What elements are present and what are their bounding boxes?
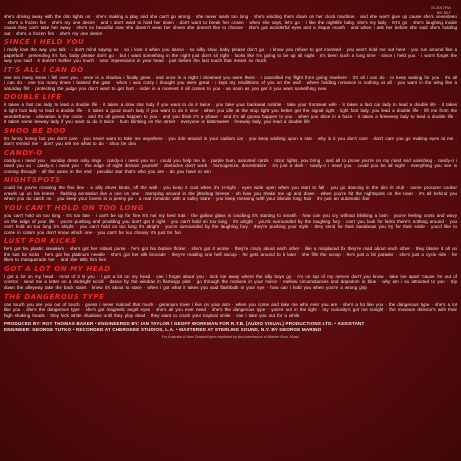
song-lyrics: one too many times i fell over you · once in a shadow i finally grew · and once in a night i dreamed you were there · i cancelled my flight from going nowhere · it's all i can do · to keep waiting for you · it's all i can do · one too many times i twisted the gate · when i was crazy i thought you were great · i kept my rendittions of you on the wall · where holding romance is nothing at all · you want in the wing like a saturday flirt · protecting the judge you don't want to get hurt · order in a moment it all comes to you · as soon as you get it you want something new [4, 74, 457, 91]
song-block-its-all-i-can-do [4, 66, 457, 92]
production-credits [4, 321, 457, 339]
song-title: CANDY-O [4, 148, 43, 157]
song-block-got-a-lot-on-my-head [4, 265, 457, 291]
credits-line-1: PRODUCED BY: ROY THOMAS BAKER • ENGINEERED BY: IAN TAYLOR / GEOFF WORKMAN FOR R.T.B. (AUDIO VISUAL) PRODUCTIONS LTD. • ASSISTANT [4, 321, 365, 327]
song-block-since-i-held-you [4, 38, 457, 64]
song-title: YOU CAN'T HOLD ON TOO LONG [4, 204, 144, 213]
song-title: GOT A LOT ON MY HEAD [4, 264, 111, 273]
song-block-you-cant-hold-on [4, 204, 457, 235]
song-lyrics: i really love the way you talk · i don't mind saying so · so i love it when you dance · so silky slow, baby please don't go · i know you refuse to get involved · you won't hold me out here · you run around like a paperboll · pretending it's fun, baby please don't go · but i want something in the night just don't sit right · looks like i'm going to be up all night · it's been such a long time · since i held you · i won't forget the way you said · it doesn't bother you much · tutor impressions in your head · just before the last touch that meant so much [4, 47, 457, 64]
credits-line-2: ENGINEER: GEORGE TUTKO • RECORDED AT CHEROKEE STUDIOS, L.A. • MASTERED AT STERLING SOUND, N.Y. BY GEORGE MARINO [4, 326, 322, 332]
song-title: IT'S ALL I CAN DO [4, 65, 84, 74]
song-block-nightspots [4, 176, 457, 202]
song-title: DOUBLE LIFE [4, 93, 62, 102]
song-lyrics: you can't hold on too long · it's too late · i can't be up for hire it's not my best trait · the gallow glass is cracking it's starting to smash · how can you cry without blinking a lash · you're feeling cross and wavy on the edge of your life · you're pushing and prodding you don't get it right · you can't hold on too long · it's alright · you're surrounded by the laughing fury · can't you look for kicks there's nothing around · you can't hold on too long it's alright · you can't hold on too long it's alright · you're surrounded by the laughing fury · they're pushing your style · they send for their bandanas you try for their smile · you'd like to come in colors you don't know which one · you can't be too choosy it's just for fun [4, 213, 457, 235]
song-lyrics: it takes a fast car lady to lead a double life · it takes a slow star lady if you want to do it twice · you take your backseat rumble · take your frontseat wife · it takes a fast car lady to lead a double life · it takes a light foot lady to lead a double life · it takes a good touch lady if you want to do it nice · when you idle at the stop light you better get the signal right · light foot lady, you lead a double life · lift me from the wonderframe · alienation is the craze · and it's all gonna happen to you · and you think it's a phase · and it's all gonna happen to you · when you drive in a haze · it takes a firewerey lady to lead a double life · it takes some leeway lady if you want to do it twice · hum blinking on the street · everyone is bittersweet · freeway lady, you lead a double life [4, 102, 457, 125]
lyrics-permission-note: For Australia & New Zealand lyrics reprinted by kind permission of Warner Bros. Music [161, 334, 300, 339]
catalog-label [431, 6, 451, 15]
song-title: THE DANGEROUS TYPE [4, 292, 105, 301]
song-lyrics: could be you're crossing the fine line · a silly driver kinds, off the wall · you keep it cool when it's t-t-tight · eyes wide open when you start to fall · you go dancing in the dim lit club · some procurer cooker crawls up on his knees · flashing sensation like a one on one · stomping around in the jitterbug breeze · oh how you shake me up and down · when you're hit the nightspots on the town · it's all behind you when you do catch on · you keep your lovers in a penny jar · a real romantic with a sultry stare · you keep messing with your blonde long hair · it's just an automatic line [4, 185, 457, 202]
song-block-intro [4, 14, 457, 36]
label-name: ELEKTRA [431, 5, 451, 10]
song-lyrics: i got a lot on my head · most of it is you · i got a lot on my head · can i forget about you · lock me away where the silly boys go · i'm on top of my nerves don't you know · take me apart 'cause i'm out of control · send me a letter on a midnight scroll · dance by the window in flamingo pink · go through the motions in your mirror · mellow circumstances and dopedom in blue · why am i so attracted to you · trip down the alleyway take the back stairs · knew it's about to stare · when i got what it takes you said flashbulb in your eye · how can i hold you when you're a wrong grip [4, 273, 457, 290]
song-block-candy-o [4, 149, 457, 175]
song-title: LUST FOR KICKS [4, 237, 77, 246]
song-block-lust-for-kicks [4, 237, 457, 263]
song-lyrics: he's got his plastic sneakers · she's got her robust purse · he's got his butane flicker · she's got it worse · they're crazy about each other · like a misplaced fix they're mad about each other · they blame it all on the lust for kicks · he's got his platinum needle · she's got her silk brocade · they're reading one hell swoop · he gets around to it later · she fills the scoop · he's just a hit parader · she's just a cycle ride · he likes to masquerade her · and she tells him lies [4, 246, 457, 263]
song-block-shoo-be-doo [4, 127, 457, 147]
song-title: NIGHTSPOTS [4, 176, 61, 185]
sleeve-header [4, 4, 457, 14]
song-lyrics: can touch you are you out of touch · guess i never noticed that much · geranium lover i live on your arm · when you come and take me who ever you are · she's a lot like you · the dangerous type · she's a lot like you · she's the dangerous type · she's got magnetic angel eyes · she's all you ever need · she's the dangerous type · you're out in the light · my curiosity's got me tonight · the museum director's with their high shaking heads · they kick white shadows until they play dead · they want to crush your tropical smile · can i take you out for a while [4, 301, 457, 318]
song-title: SHOO BE DOO [4, 126, 67, 135]
song-block-double-life [4, 93, 457, 124]
song-lyrics: candy-o i need you · sunday dress ruby rings · candy-o i need you so · could you help me in · purple hum, assorted cards · razor lights, you bring · and all to prove you're on my mind and vanishing · candy-o i need you so · candy-o i need you · the edge of night distract yourself · obstacles don't work · homogenize, decentralize · it's just a dark · candy-o i need you · could you be all night · everything you see is coming through · all the same in the end · peculiar star that's who you are · do you have to win [4, 157, 457, 174]
song-title: SINCE I HELD YOU [4, 38, 85, 47]
catalog-number: 5E-507 [436, 9, 451, 15]
song-lyrics: she's driving away with the dim lights on · she's making a play and she can't go wrong · she never waits too long · she's winding them down on her clock machine · and she won't give up cause she's seventeen · she's a frozen fire · she's my one desire · and I don't want to hold her down · don't want to break her crown · when she says, let's go · I like the nightlife baby, she's my lady · let's go · she's laughing inside cause they can't take her away · she's so beautiful now she doesn't wear her shoes she doesn't like to choose · she's got wonderful eyes and a risque mouth · and when i ask her before she said she's holding out · she's a frozen fire · she's my one desire [4, 14, 457, 36]
song-lyrics: it's funny honey but you don't care · you never want to take me anywhere · you ride around in your cadium car · you keep wishing upon a star · why is it you don't care · don't care you go making eyes at me · don't remind me · don't you tell me what to do · shoo be doo [4, 135, 457, 147]
song-block-the-dangerous-type [4, 293, 457, 319]
